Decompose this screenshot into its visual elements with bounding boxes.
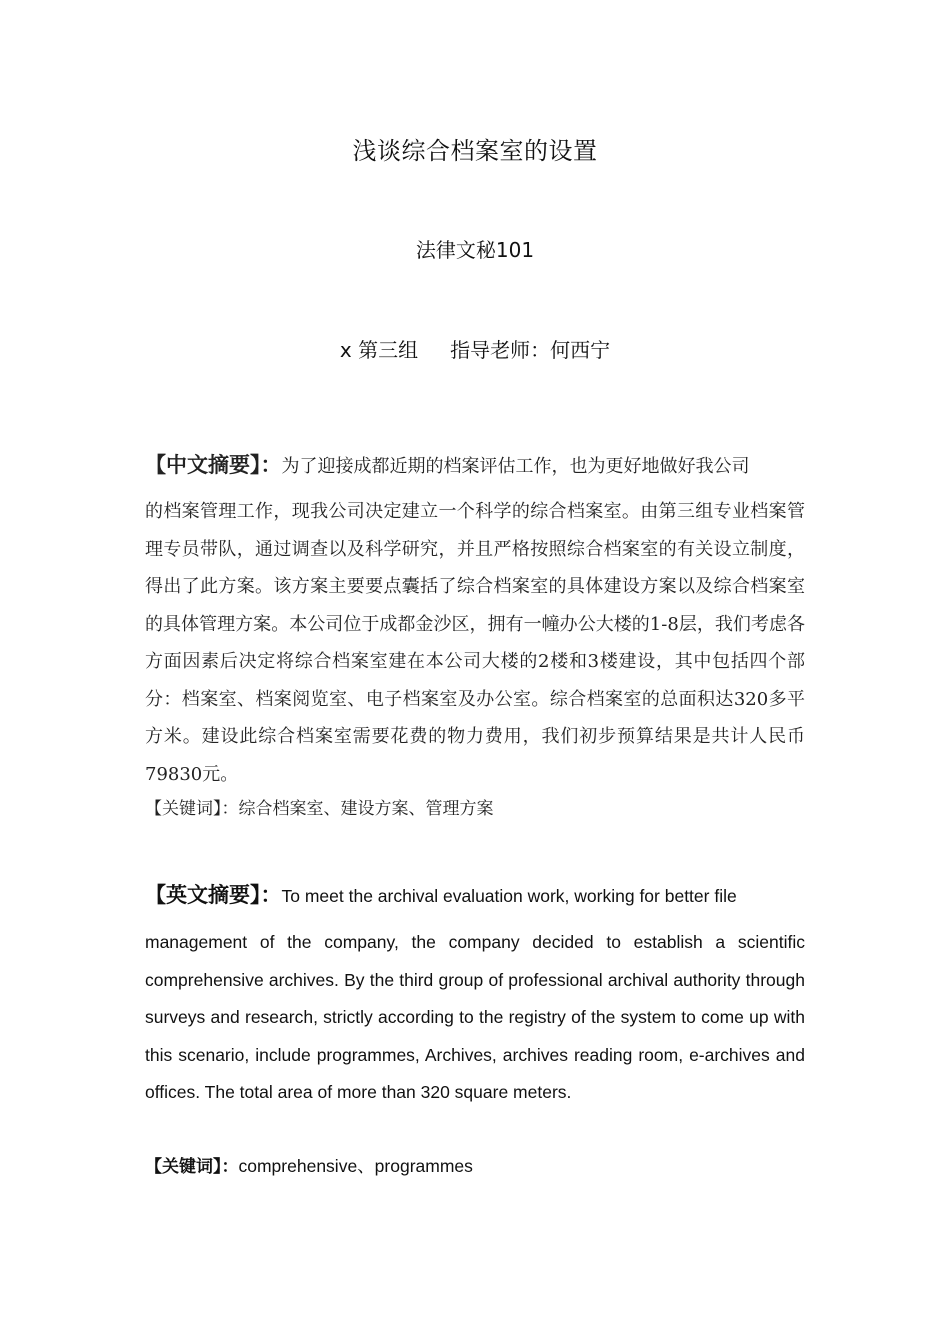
chinese-abstract-first-text: 为了迎接成都近期的档案评估工作，也为更好地做好我公司	[281, 456, 750, 477]
english-abstract-first-line	[145, 877, 805, 914]
group-name: x 第三组	[339, 338, 419, 362]
author-line	[0, 335, 950, 365]
chinese-abstract-body: 的档案管理工作，现我公司决定建立一个科学的综合档案室。由第三组专业档案管理专员带队，通过调查以及科学研究，并且严格按照综合档案室的有关设立制度，得出了此方案。该方案主要要点囊括了综合档案室的具体建设方案以及综合档案室的具体管理方案。本公司位于成都金沙区，拥有一幢办公大楼的1-8层，我们考虑各方面因素后决定将综合档案室建在本公司大楼的2楼和3楼建设，其中包括四个部分：档案室、档案阅览室、电子档案室及办公室。综合档案室的总面积达320多平方米。建设此综合档案室需要花费的物力费用，我们初步预算结果是共计人民币79830元。	[145, 501, 805, 785]
english-keywords-label: 【关键词】：	[145, 1157, 239, 1177]
chinese-abstract-label: 【中文摘要】：	[145, 453, 282, 477]
english-abstract-body: management of the company, the company decided to establish a scientific comprehensive archives. By the third group of professional archival authority through surveys and research, strictly according to the registry of the system to come up with this scenario, include programmes, Archives, archives reading room, e-archives and offices. The total area of more than 320 square meters.	[145, 932, 805, 1102]
chinese-keywords	[145, 793, 805, 825]
english-abstract-first-text: To meet the archival evaluation work, working for better file	[281, 886, 737, 906]
document-title: 浅谈综合档案室的设置	[352, 137, 598, 165]
english-abstract-label: 【英文摘要】：	[145, 883, 282, 907]
chinese-keywords-text: 综合档案室、建设方案、管理方案	[238, 799, 494, 819]
english-abstract	[145, 877, 805, 1112]
chinese-abstract-first-line	[145, 447, 805, 485]
teacher-name: 指导老师：何西宁	[450, 338, 611, 362]
class-name: 法律文秘101	[415, 238, 535, 262]
english-keywords-text: comprehensive、programmes	[238, 1156, 473, 1176]
english-keywords	[145, 1150, 805, 1183]
chinese-abstract	[145, 447, 805, 793]
chinese-keywords-label: 【关键词】：	[145, 799, 239, 819]
